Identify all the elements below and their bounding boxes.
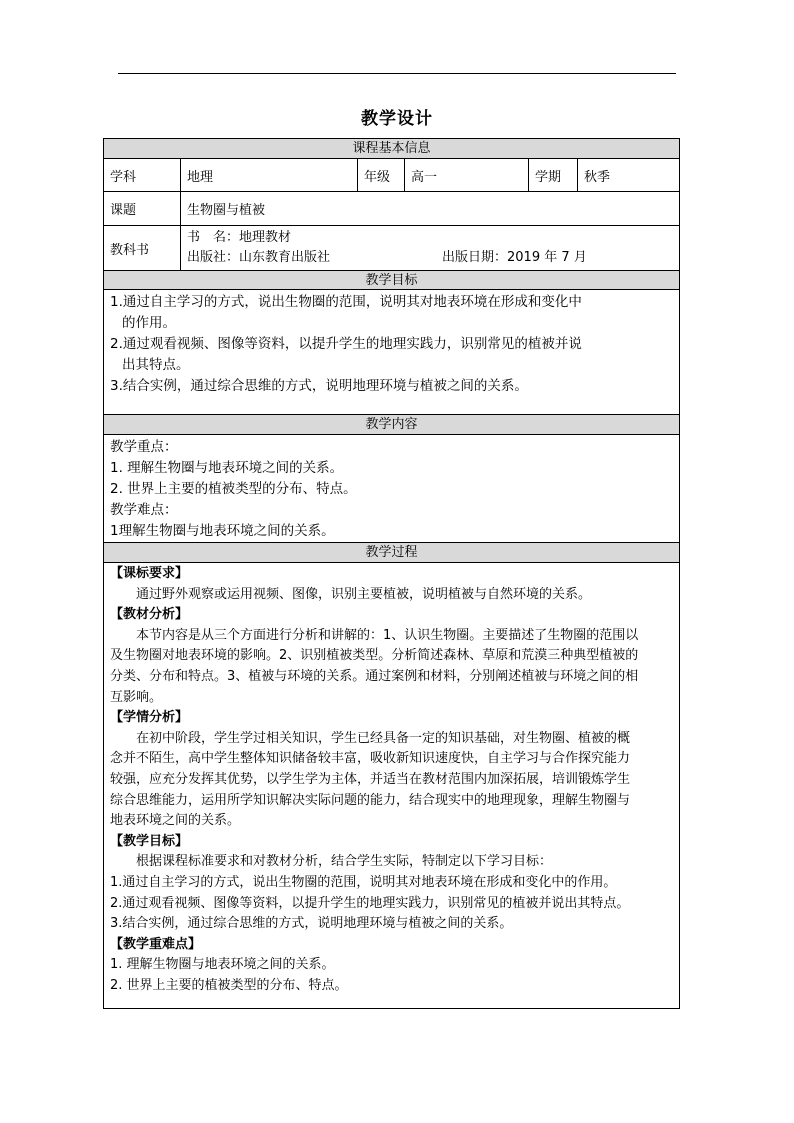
learner-analysis-line: 在初中阶段，学生学过相关知识，学生已经具备一定的知识基础，对生物圈、植被的概 xyxy=(136,730,631,746)
teaching-goal-line: 1.通过自主学习的方式，说出生物圈的范围，说明其对地表环境在形成和变化中的作用。 xyxy=(110,874,617,890)
subject-value: 地理 xyxy=(181,159,358,191)
content-body xyxy=(104,435,679,543)
lesson-plan-table xyxy=(103,138,680,1009)
key-points-label: 教学重点： xyxy=(110,439,178,455)
section-content: 教学内容 xyxy=(104,415,679,435)
textbook-analysis-line: 互影响。 xyxy=(110,689,163,705)
textbook-detail xyxy=(181,226,679,270)
process-body xyxy=(104,563,679,1008)
objective-line: 的作用。 xyxy=(122,315,176,331)
learner-analysis-line: 较强，应充分发挥其优势，以学生学为主体，并适当在教材范围内加深拓展，培训锻炼学生 xyxy=(110,771,631,787)
teaching-goal-line: 3.结合实例，通过综合思维的方式，说明地理环境与植被之间的关系。 xyxy=(110,916,513,932)
key-difficult-line: 1. 理解生物圈与地表环境之间的关系。 xyxy=(110,957,335,973)
grade-value: 高一 xyxy=(405,159,529,191)
key-point: 2. 世界上主要的植被类型的分布、特点。 xyxy=(110,481,357,497)
difficult-points-label: 教学难点： xyxy=(110,502,178,518)
book-name: 书 名：地理教材 xyxy=(187,230,292,245)
page-title: 教学设计 xyxy=(361,109,433,129)
objectives-body xyxy=(104,290,679,415)
learner-analysis-heading: 【学情分析】 xyxy=(110,710,189,726)
term-value: 秋季 xyxy=(584,169,611,185)
textbook-label: 教科书 xyxy=(104,226,181,270)
objective-line: 2.通过观看视频、图像等资料，以提升学生的地理实践力，识别常见的植被并说 xyxy=(110,336,582,352)
topic-label: 课题 xyxy=(104,192,181,225)
difficult-point: 1理解生物圈与地表环境之间的关系。 xyxy=(110,523,335,539)
section-process: 教学过程 xyxy=(104,543,679,563)
textbook-analysis-line: 分类、分布和特点。3、植被与环境的关系。通过案例和材料，分别阐述植被与环境之间的相 xyxy=(110,668,639,684)
teaching-goal-line: 2.通过观看视频、图像等资料，以提升学生的地理实践力，识别常见的植被并说出其特点。 xyxy=(110,895,630,911)
key-difficult-line: 2. 世界上主要的植被类型的分布、特点。 xyxy=(110,977,348,993)
info-row-subject xyxy=(104,159,679,192)
section-objectives: 教学目标 xyxy=(104,271,679,290)
key-difficult-heading: 【教学重难点】 xyxy=(110,936,202,952)
objective-line: 3.结合实例，通过综合思维的方式，说明地理环境与植被之间的关系。 xyxy=(110,378,528,394)
info-row-textbook xyxy=(104,226,679,271)
standard-heading: 【课标要求】 xyxy=(110,566,189,581)
section-basic-info: 课程基本信息 xyxy=(104,139,679,159)
textbook-analysis-line: 及生物圈对地表环境的影响。2、识别植被类型。分析简述森林、草原和荒漠三种典型植被的 xyxy=(110,648,639,664)
learner-analysis-line: 念并不陌生，高中学生整体知识储备较丰富，吸收新知识速度快，自主学习与合作探究能力 xyxy=(110,751,631,767)
info-row-topic xyxy=(104,192,679,226)
term-label: 学期 xyxy=(529,159,578,191)
textbook-analysis-heading: 【教材分析】 xyxy=(110,607,189,623)
publish-date: 出版日期：2019 年 7 月 xyxy=(442,250,587,265)
learner-analysis-line: 综合思维能力，运用所学知识解决实际问题的能力，结合现实中的地理现象，理解生物圈与 xyxy=(110,792,631,808)
topic-value: 生物圈与植被 xyxy=(187,203,266,218)
learner-analysis-line: 地表环境之间的关系。 xyxy=(110,813,241,829)
objective-line: 出其特点。 xyxy=(122,357,190,373)
header-rule xyxy=(118,73,676,74)
publisher: 出版社：山东教育出版社 xyxy=(187,250,331,265)
teaching-goals-heading: 【教学目标】 xyxy=(110,833,189,849)
subject-label: 学科 xyxy=(104,159,181,191)
grade-label: 年级 xyxy=(358,159,405,191)
teaching-goals-intro: 根据课程标准要求和对教材分析，结合学生实际，特制定以下学习目标： xyxy=(136,854,553,870)
textbook-analysis-line: 本节内容是从三个方面进行分析和讲解的：1、认识生物圈。主要描述了生物圈的范围以 xyxy=(136,627,639,643)
objective-line: 1.通过自主学习的方式，说出生物圈的范围，说明其对地表环境在形成和变化中 xyxy=(110,294,582,310)
publisher-line xyxy=(187,248,587,268)
key-point: 1. 理解生物圈与地表环境之间的关系。 xyxy=(110,460,344,476)
standard-line: 通过野外观察或运用视频、图像，识别主要植被，说明植被与自然环境的关系。 xyxy=(136,586,592,602)
